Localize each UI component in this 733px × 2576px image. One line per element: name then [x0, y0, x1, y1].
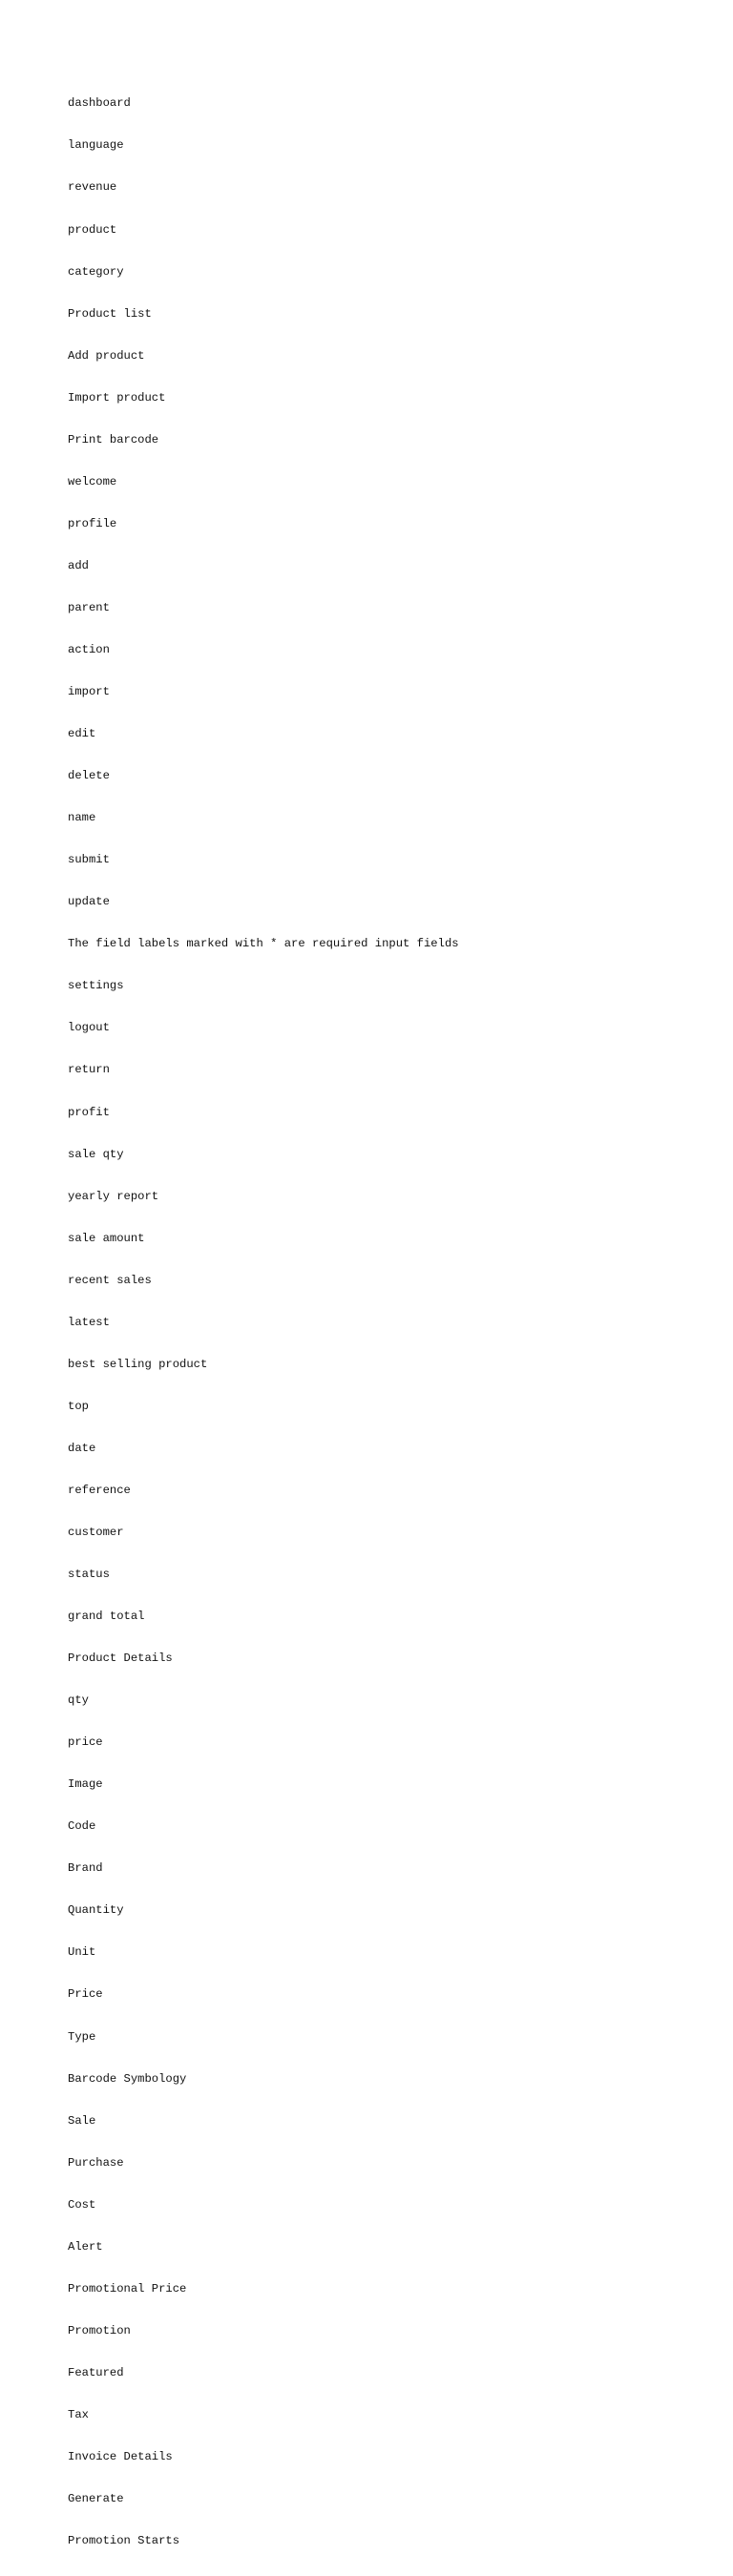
text-line: Promotion	[68, 2323, 131, 2337]
text-line: category	[68, 264, 124, 279]
text-line: sale amount	[68, 1231, 145, 1245]
text-line: return	[68, 1063, 110, 1077]
text-line: Price	[68, 1987, 103, 2002]
text-line: sale qty	[68, 1147, 124, 1161]
text-line: settings	[68, 979, 124, 993]
text-line: Invoice Details	[68, 2450, 173, 2463]
text-line: Product list	[68, 306, 152, 321]
text-line: Brand	[68, 1861, 103, 1876]
text-line: Image	[68, 1777, 103, 1792]
text-line: Add product	[68, 348, 145, 363]
text-line: Type	[68, 2029, 96, 2044]
text-line: welcome	[68, 474, 117, 488]
text-line: name	[68, 811, 96, 825]
text-line: yearly report	[68, 1189, 159, 1203]
text-line: Product Details	[68, 1652, 173, 1666]
text-line: best selling product	[68, 1357, 208, 1371]
text-content	[68, 69, 459, 2576]
text-line: import	[68, 685, 110, 699]
text-line: Code	[68, 1819, 96, 1834]
text-line: Alert	[68, 2239, 103, 2254]
text-line: Tax	[68, 2407, 89, 2421]
text-line: Promotional Price	[68, 2281, 187, 2296]
text-line: action	[68, 642, 110, 656]
text-line: top	[68, 1399, 89, 1413]
text-line: delete	[68, 769, 110, 783]
text-line: profile	[68, 516, 117, 530]
text-line: customer	[68, 1525, 124, 1539]
text-line: status	[68, 1568, 110, 1582]
text-line: Import product	[68, 390, 166, 405]
text-line: latest	[68, 1315, 110, 1329]
text-line: price	[68, 1735, 103, 1750]
text-line: Promotion Starts	[68, 2534, 180, 2548]
text-line: dashboard	[68, 96, 131, 111]
text-line: recent sales	[68, 1273, 152, 1287]
text-line: grand total	[68, 1610, 145, 1624]
text-line: date	[68, 1441, 96, 1455]
text-line: Sale	[68, 2113, 96, 2128]
text-line: language	[68, 138, 124, 153]
text-line: qty	[68, 1693, 89, 1708]
text-line: update	[68, 895, 110, 909]
text-line: Unit	[68, 1945, 96, 1960]
text-line: Featured	[68, 2365, 124, 2379]
text-line: profit	[68, 1105, 110, 1119]
text-line: reference	[68, 1483, 131, 1497]
text-line: Generate	[68, 2492, 124, 2506]
text-line: edit	[68, 727, 96, 741]
text-line: Purchase	[68, 2155, 124, 2170]
text-line: Print barcode	[68, 432, 159, 447]
text-line: logout	[68, 1021, 110, 1035]
text-line: The field labels marked with * are required input fields	[68, 937, 459, 951]
text-line: parent	[68, 600, 110, 614]
text-line: add	[68, 558, 89, 572]
text-line: Quantity	[68, 1903, 124, 1918]
text-line: product	[68, 222, 117, 237]
text-line: revenue	[68, 180, 117, 195]
text-line: submit	[68, 853, 110, 867]
text-line: Cost	[68, 2197, 96, 2212]
text-line: Barcode Symbology	[68, 2071, 187, 2086]
